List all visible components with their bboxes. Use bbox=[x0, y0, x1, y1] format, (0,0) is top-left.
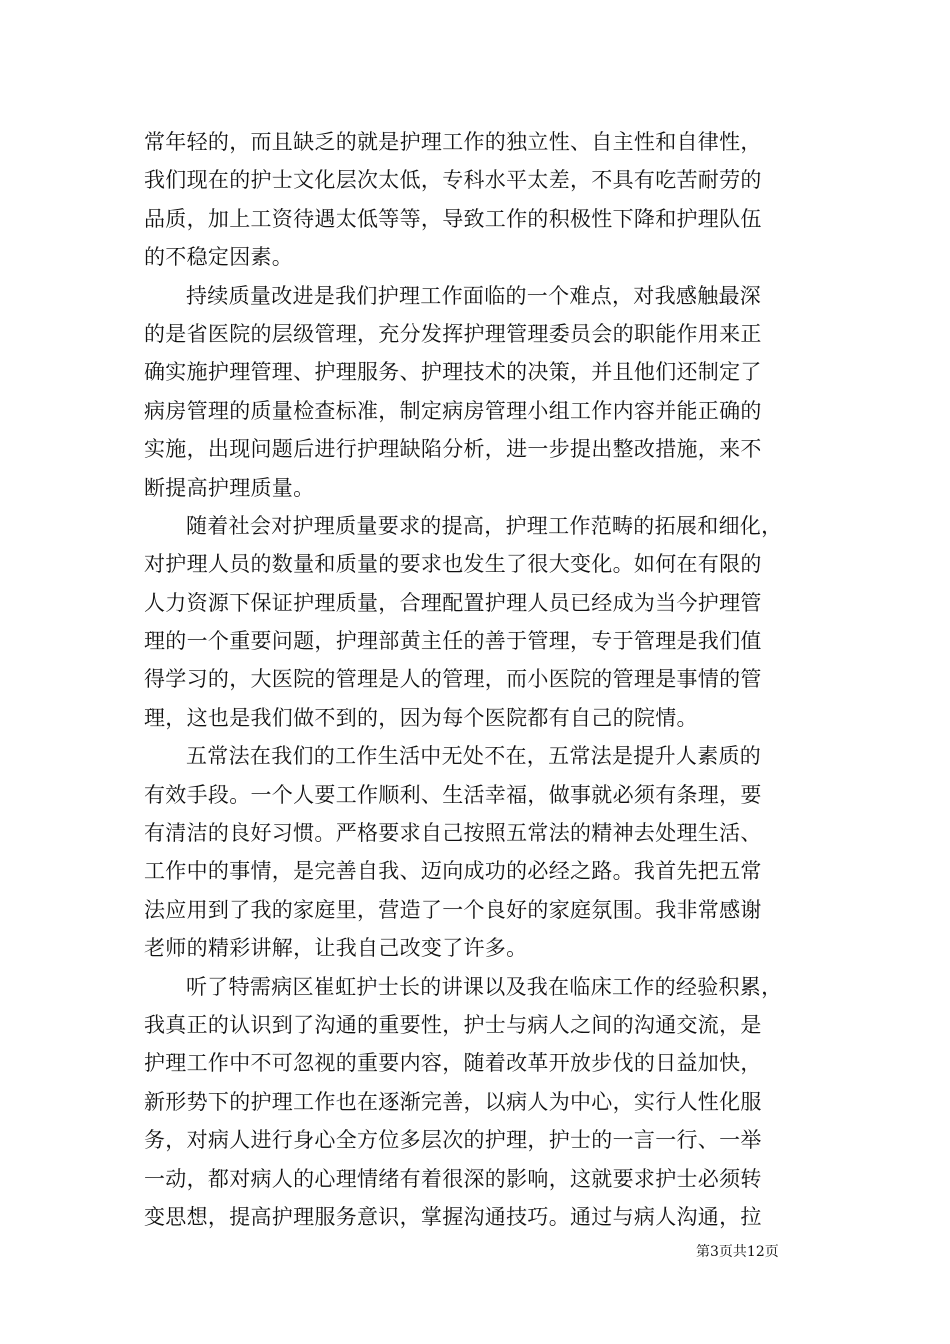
text-line: 理，这也是我们做不到的，因为每个医院都有自己的院情。 bbox=[144, 705, 698, 730]
text-line: 常年轻的，而且缺乏的就是护理工作的独立性、自主性和自律性， bbox=[144, 130, 762, 154]
text-line: 老师的精彩讲解，让我自己改变了许多。 bbox=[144, 936, 528, 961]
paragraph-start-line: 听了特需病区崔虹护士长的讲课以及我在临床工作的经验积累， bbox=[186, 974, 783, 999]
text-line: 有清洁的良好习惯。严格要求自己按照五常法的精神去处理生活、 bbox=[144, 821, 762, 846]
text-line: 理的一个重要问题，护理部黄主任的善于管理，专于管理是我们值 bbox=[144, 629, 762, 654]
body-text bbox=[144, 123, 816, 1236]
paragraph-start-line: 五常法在我们的工作生活中无处不在，五常法是提升人素质的 bbox=[186, 744, 762, 769]
text-line: 的是省医院的层级管理，充分发挥护理管理委员会的职能作用来正 bbox=[144, 321, 762, 346]
paragraph-start-line: 持续质量改进是我们护理工作面临的一个难点，对我感触最深 bbox=[186, 283, 762, 308]
text-line: 得学习的，大医院的管理是人的管理，而小医院的管理是事情的管 bbox=[144, 667, 762, 692]
text-line: 品质，加上工资待遇太低等等，导致工作的积极性下降和护理队伍 bbox=[144, 206, 762, 231]
text-line: 实施，出现问题后进行护理缺陷分析，进一步提出整改措施，来不 bbox=[144, 437, 762, 462]
text-line: 人力资源下保证护理质量，合理配置护理人员已经成为当今护理管 bbox=[144, 590, 762, 615]
paragraph-start-line: 随着社会对护理质量要求的提高，护理工作范畴的拓展和细化， bbox=[186, 513, 783, 538]
text-line: 法应用到了我的家庭里，营造了一个良好的家庭氛围。我非常感谢 bbox=[144, 897, 762, 922]
text-line: 断提高护理质量。 bbox=[144, 475, 315, 500]
text-line: 我们现在的护士文化层次太低，专科水平太差，不具有吃苦耐劳的 bbox=[144, 168, 762, 193]
text-line: 病房管理的质量检查标准，制定病房管理小组工作内容并能正确的 bbox=[144, 398, 762, 423]
text-line: 有效手段。一个人要工作顺利、生活幸福，做事就必须有条理，要 bbox=[144, 782, 762, 807]
text-line: 新形势下的护理工作也在逐渐完善，以病人为中心，实行人性化服 bbox=[144, 1089, 762, 1114]
text-line: 务，对病人进行身心全方位多层次的护理，护士的一言一行、一举 bbox=[144, 1128, 762, 1153]
text-line: 我真正的认识到了沟通的重要性，护士与病人之间的沟通交流，是 bbox=[144, 1012, 762, 1037]
text-line: 工作中的事情，是完善自我、迈向成功的必经之路。我首先把五常 bbox=[144, 859, 762, 884]
text-line: 一动，都对病人的心理情绪有着很深的影响，这就要求护士必须转 bbox=[144, 1166, 762, 1191]
text-line: 变思想，提高护理服务意识，掌握沟通技巧。通过与病人沟通，拉 bbox=[144, 1204, 762, 1229]
text-line: 确实施护理管理、护理服务、护理技术的决策，并且他们还制定了 bbox=[144, 360, 762, 385]
page-number-footer: 第3页共12页 bbox=[696, 1244, 779, 1260]
text-line: 对护理人员的数量和质量的要求也发生了很大变化。如何在有限的 bbox=[144, 552, 762, 577]
text-line: 护理工作中不可忽视的重要内容，随着改革开放步伐的日益加快， bbox=[144, 1051, 762, 1076]
text-line: 的不稳定因素。 bbox=[144, 245, 294, 270]
